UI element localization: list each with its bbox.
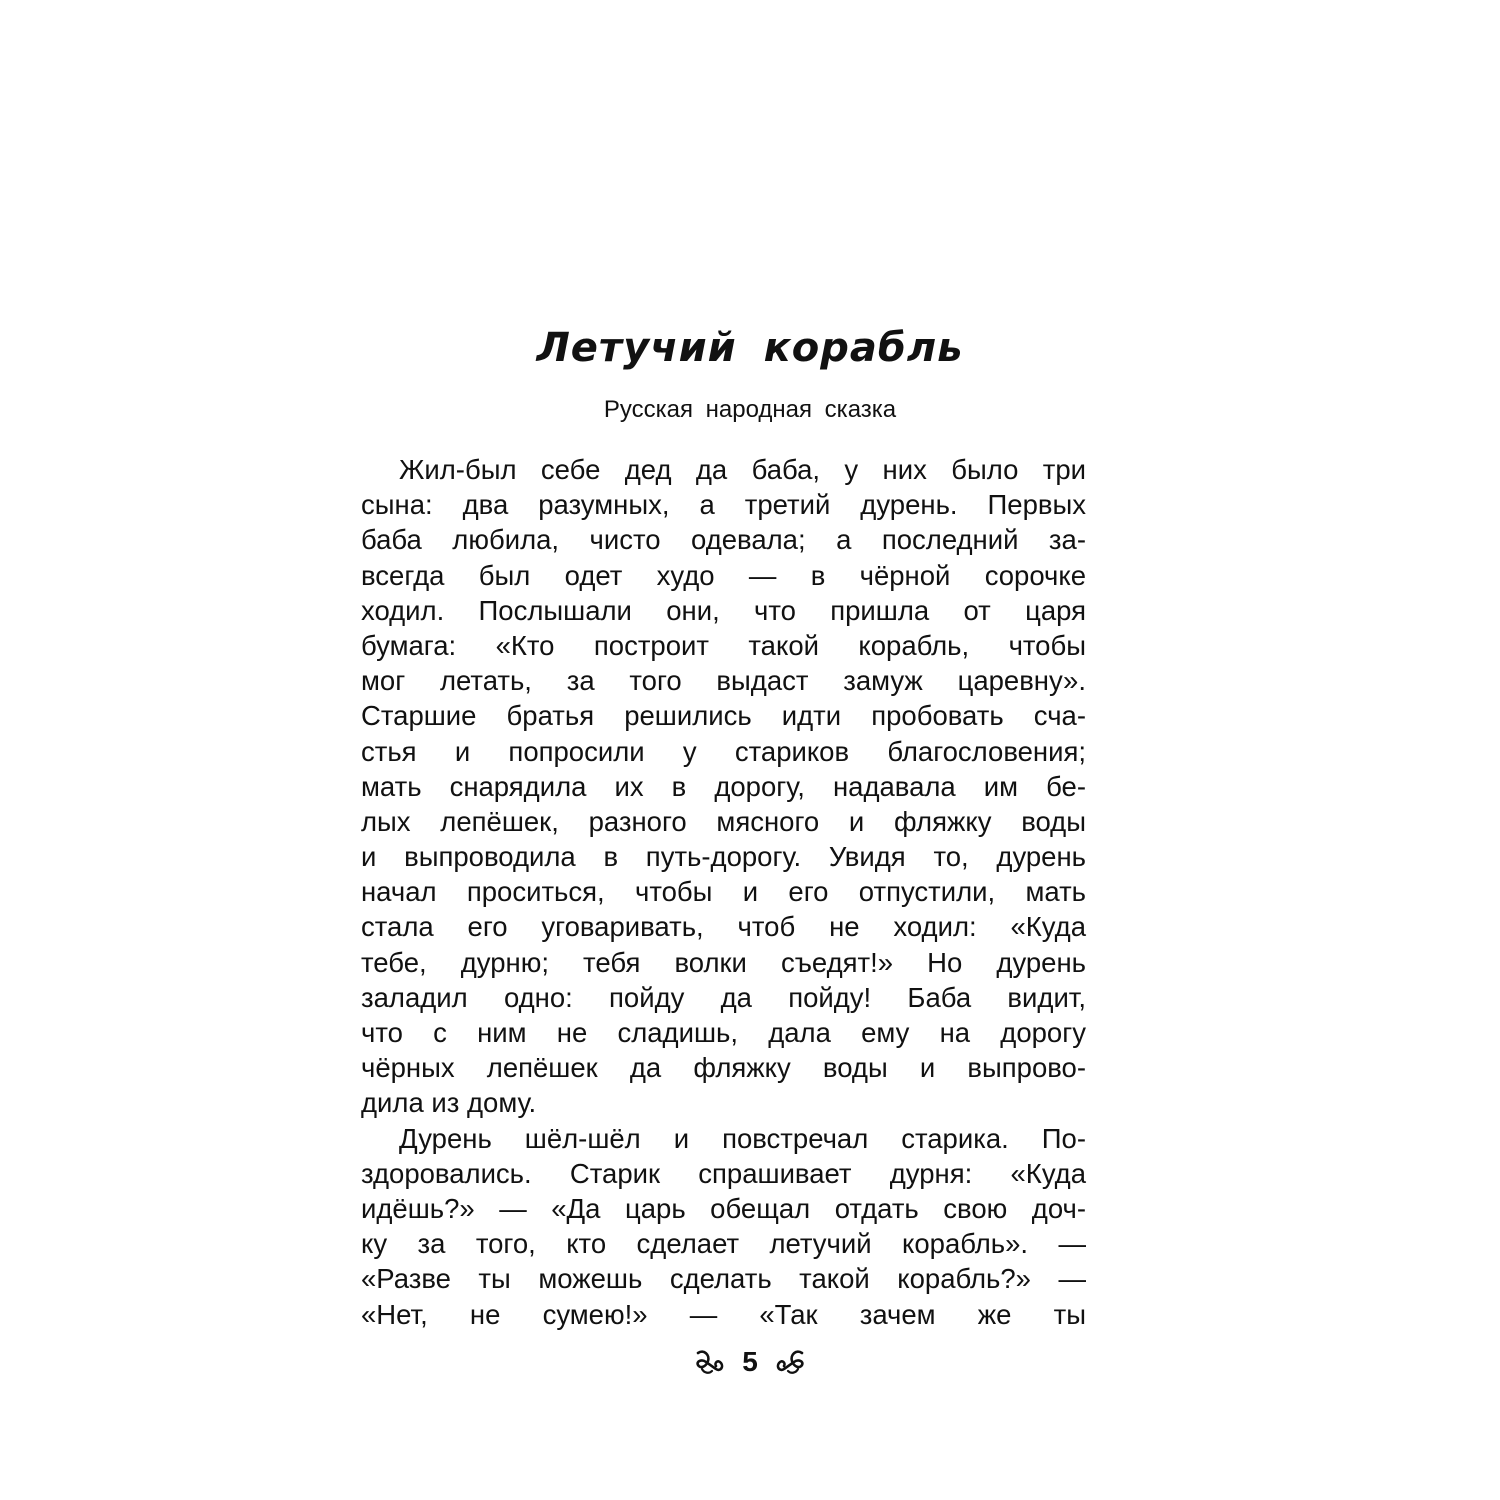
text-line: идёшь?» — «Да царь обещал отдать свою доч- — [361, 1192, 1086, 1224]
text-line: чёрных лепёшек да фляжку воды и выпрово- — [361, 1052, 1086, 1084]
text-line: всегда был одет худо — в чёрной сорочке — [361, 559, 1086, 591]
text-line: и выпроводила в путь-дорогу. Увидя то, дурень — [361, 841, 1086, 873]
text-line: ходил. Послышали они, что пришла от царя — [361, 594, 1086, 626]
text-line: мать снарядила их в дорогу, надавала им бе- — [361, 770, 1086, 802]
page-number: 5 — [742, 1346, 758, 1377]
story-subtitle: Русская народная сказка — [603, 396, 897, 423]
text-line: дила из дому. — [361, 1087, 537, 1119]
text-line: сына: два разумных, а третий дурень. Первых — [361, 489, 1086, 521]
text-line: Дурень шёл-шёл и повстречал старика. По- — [399, 1122, 1086, 1154]
text-line: Жил-был себе дед да баба, у них было три — [399, 454, 1086, 485]
text-line: здоровались. Старик спрашивает дурня: «Куда — [361, 1157, 1086, 1189]
text-line: заладил одно: пойду да пойду! Баба видит, — [361, 981, 1086, 1013]
text-line: «Разве ты можешь сделать такой корабль?» — — [361, 1263, 1086, 1295]
story-title: Летучий корабль — [536, 325, 964, 371]
text-line: бумага: «Кто построит такой корабль, чтобы — [361, 629, 1086, 661]
text-line: баба любила, чисто одевала; а последний за- — [361, 524, 1086, 556]
text-line: тебе, дурню; тебя волки съедят!» Но дурень — [361, 946, 1086, 978]
text-line: лых лепёшек, разного мясного и фляжку воды — [361, 805, 1086, 837]
page-footer — [0, 1340, 1500, 1384]
text-line: мог летать, за того выдаст замуж царевну». — [361, 665, 1086, 697]
right-ornament-icon — [772, 1347, 806, 1377]
text-line: Старшие братья решились идти пробовать сча- — [361, 700, 1086, 732]
story-body — [361, 452, 1086, 1332]
text-line: «Нет, не сумею!» — «Так зачем же ты — [361, 1298, 1086, 1330]
text-line: стья и попросили у стариков благословения; — [361, 735, 1086, 767]
text-line: начал проситься, чтобы и его отпустили, мать — [361, 876, 1086, 908]
text-line: ку за того, кто сделает летучий корабль». — — [361, 1228, 1086, 1260]
text-line: что с ним не сладишь, дала ему на дорогу — [361, 1017, 1086, 1048]
left-ornament-icon — [694, 1347, 728, 1377]
text-line: стала его уговаривать, чтоб не ходил: «Куда — [361, 911, 1086, 943]
